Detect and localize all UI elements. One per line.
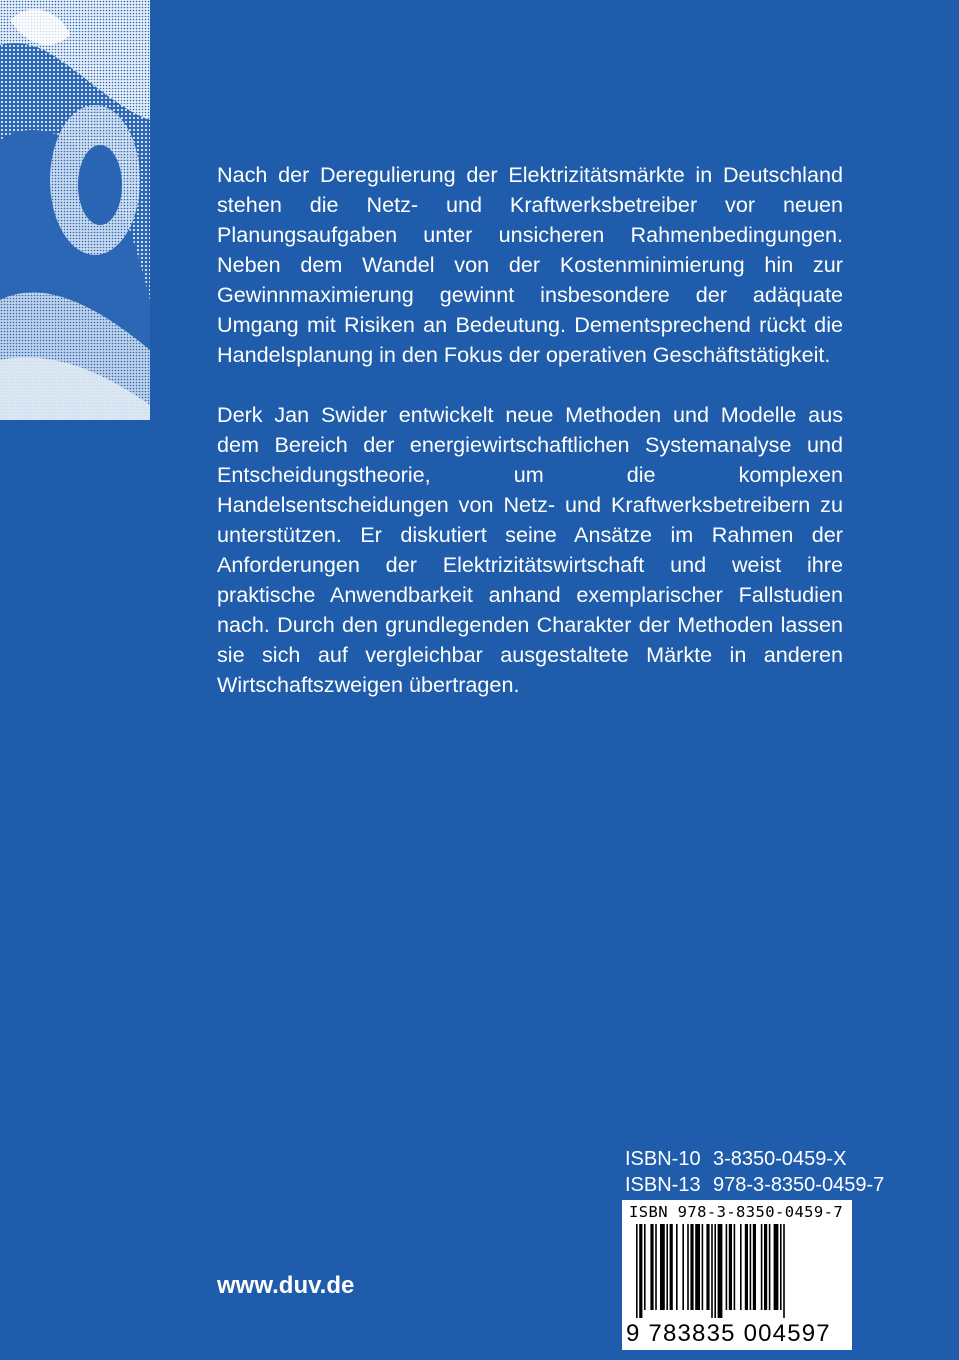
isbn-info — [625, 1146, 884, 1198]
isbn-13-row — [625, 1172, 884, 1198]
description-paragraph-1: Nach der Deregulierung der Elektrizitätsmärkte in Deutschland stehen die Netz- und Kraftwerksbetreiber vor neuen Planungsaufgaben unter unsicheren Rahmenbedingungen. Neben dem Wandel von der Kostenminimierung hin zur Gewinnmaximierung gewinnt insbesondere der adäquate Umgang mit Risiken an Bedeutung. Dementsprechend rückt die Handelsplanung in den Fokus der operativen Geschäftstätigkeit. — [217, 162, 843, 367]
halftone-machine-photo — [0, 0, 150, 420]
isbn-10-label: ISBN-10 — [625, 1148, 701, 1170]
isbn-13-label: ISBN-13 — [625, 1174, 701, 1196]
barcode-bars-icon — [636, 1224, 838, 1318]
isbn-10-row — [625, 1146, 884, 1172]
barcode-isbn-text: ISBN 978-3-8350-0459-7 — [629, 1203, 844, 1221]
barcode-digits: 9 783835 004597 — [626, 1320, 831, 1347]
barcode — [622, 1200, 852, 1350]
description-paragraph-2: Derk Jan Swider entwickelt neue Methoden und Modelle aus dem Bereich der energiewirtschaftlichen Systemanalyse und Entscheidungstheorie, um die komplexen Handelsentscheidungen von Netz- und Kraftwerksbetreibern zu unterstützen. Er diskutiert seine Ansätze im Rahmen der Anforderungen der Elektrizitätswirtschaft und weist ihre praktische Anwendbarkeit anhand exemplarischer Fallstudien nach. Durch den grundlegenden Charakter der Methoden lassen sie sich auf vergleichbar ausgestaltete Märkte in anderen Wirtschaftszweigen übertragen. — [217, 402, 843, 697]
isbn-13-value: 978-3-8350-0459-7 — [713, 1174, 885, 1196]
cover-photo-fragment — [0, 0, 150, 420]
isbn-10-value: 3-8350-0459-X — [713, 1148, 847, 1170]
book-description — [217, 160, 843, 700]
publisher-website: www.duv.de — [217, 1272, 355, 1299]
